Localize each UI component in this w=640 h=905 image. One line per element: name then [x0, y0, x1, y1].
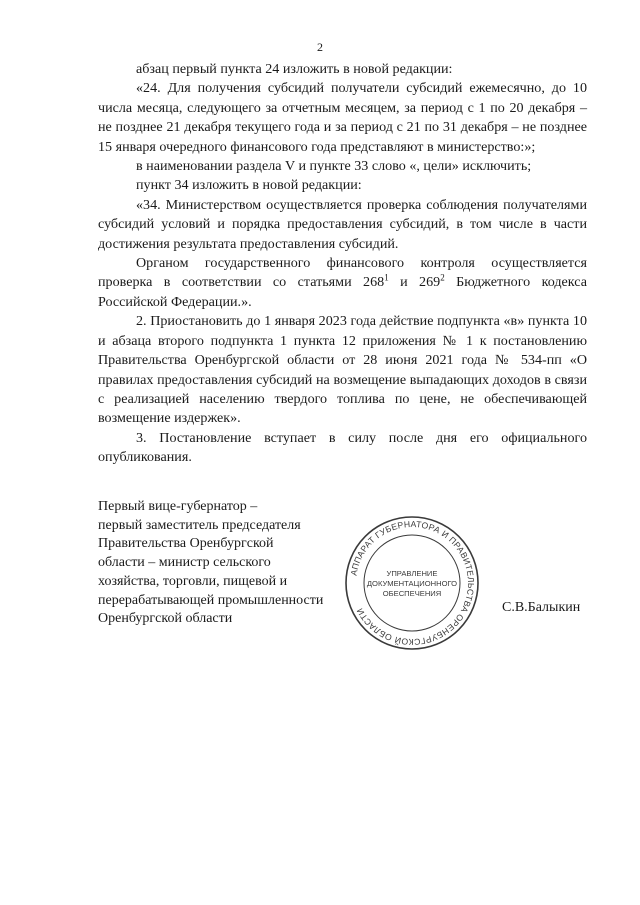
- stamp-line-1: УПРАВЛЕНИЕ: [386, 569, 438, 578]
- paragraph-6-mid: и 269: [388, 274, 441, 291]
- paragraph-6: [98, 254, 587, 312]
- paragraph-4: пункт 34 изложить в новой редакции:: [136, 177, 362, 194]
- paragraph-5: «34. Министерством осуществляется проверка соблюдения получателями субсидий условий и порядка предоставления субсидий, в том числе в части достижения результата предоставления субсидий.: [98, 196, 587, 252]
- paragraph-6-end: Бюджетного кодекса Российской Федерации.».: [98, 274, 587, 310]
- footnote-sup-1: 1: [384, 272, 389, 283]
- document-body: [98, 60, 587, 468]
- paragraph-3: в наименовании раздела V и пункте 33 слово «, цели» исключить;: [136, 158, 532, 175]
- signer-line-2: первый заместитель председателя: [98, 517, 301, 533]
- signer-line-5: хозяйства, торговли, пищевой и: [98, 573, 288, 589]
- official-stamp: [343, 514, 481, 652]
- signer-line-1: Первый вице-губернатор –: [98, 499, 258, 514]
- paragraph-2: «24. Для получения субсидий получатели субсидий ежемесячно, до 10 числа месяца, следующего за отчетным месяцем, за период с 1 по 20 декабря – не позднее 21 декабря текущего года и за период с 21 по 31 декабря – не позднее 15 января очередного финансового года представляют в министерство:»;: [98, 80, 587, 155]
- signer-name: С.В.Балыкин: [502, 600, 581, 615]
- footnote-sup-2: 2: [440, 272, 445, 283]
- signer-line-7: Оренбургской области: [98, 611, 233, 627]
- paragraph-8: 3. Постановление вступает в силу после дня его официального опубликования.: [98, 429, 587, 466]
- paragraph-1: абзац первый пункта 24 изложить в новой редакции:: [136, 61, 453, 77]
- stamp-line-3: ОБЕСПЕЧЕНИЯ: [382, 589, 442, 598]
- paragraph-6-start: Органом государственного финансового контроля осуществляется проверка в соответствии со статьями 268: [98, 255, 587, 291]
- signer-title-block: [98, 498, 348, 629]
- page-number: 2: [317, 40, 323, 54]
- stamp-line-2: ДОКУМЕНТАЦИОННОГО: [366, 579, 458, 588]
- paragraph-7: 2. Приостановить до 1 января 2023 года действие подпункта «в» пункта 10 и абзаца второго подпункта 1 пункта 12 приложения № 1 к постановлению Правительства Оренбургской области от 28 июня 2021 года № 534-пп «О правилах предоставления субсидий на возмещение выпадающих доходов в связи с реализацией населению твердого топлива по цене, не обеспечивающей возмещение издержек».: [98, 313, 587, 427]
- signer-line-3: Правительства Оренбургской: [98, 536, 274, 552]
- signer-line-4: области – министр сельского: [98, 555, 271, 571]
- signer-line-6: перерабатывающей промышленности: [98, 592, 324, 608]
- stamp-ring-textpath: АППАРАТ ГУБЕРНАТОРА И ПРАВИТЕЛЬСТВА ОРЕНБУРГСКОЙ ОБЛАСТИ: [348, 518, 477, 648]
